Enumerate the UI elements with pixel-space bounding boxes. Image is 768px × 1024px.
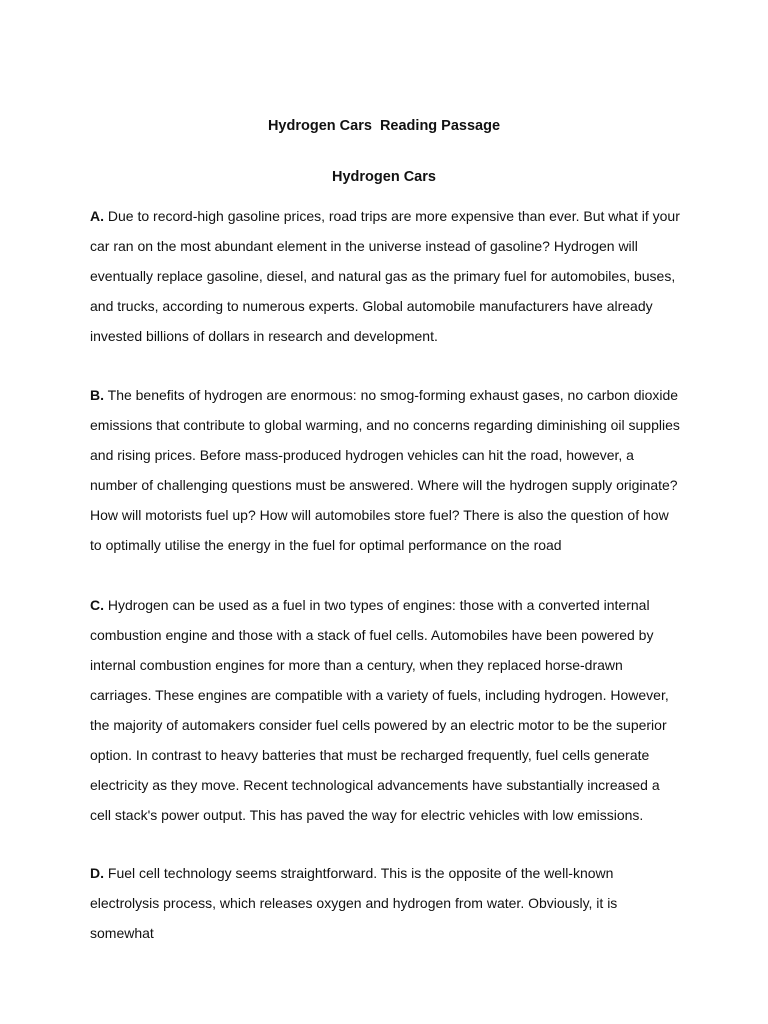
paragraph-label: B. — [90, 387, 104, 403]
paragraph-label: C. — [90, 597, 104, 613]
paragraph-label: D. — [90, 865, 104, 881]
paragraph-text: The benefits of hydrogen are enormous: no smog-forming exhaust gases, no carbon dioxide emissions that contribute to global warming, and no concerns regarding diminishing oil supplies and rising prices. Before mass-produced hydrogen vehicles can hit the road, however, a number of challenging questions must be answered. Where will the hydrogen supply originate? How will motorists fuel up? How will automobiles store fuel? There is also the question of how to optimally utilise the energy in the fuel for optimal performance on the road — [90, 387, 680, 553]
paragraph-text: Hydrogen can be used as a fuel in two types of engines: those with a converted internal combustion engine and those with a stack of fuel cells. Automobiles have been powered by internal combustion engines for more than a century, when they replaced horse-drawn carriages. These engines are compatible with a variety of fuels, including hydrogen. However, the majority of automakers consider fuel cells powered by an electric motor to be the superior option. In contrast to heavy batteries that must be recharged frequently, fuel cells generate electricity as they move. Recent technological advancements have substantially increased a cell stack's power output. This has paved the way for electric vehicles with low emissions. — [90, 597, 669, 823]
paragraph-a — [90, 201, 682, 351]
paragraph-text: Due to record-high gasoline prices, road trips are more expensive than ever. But what if your car ran on the most abundant element in the universe instead of gasoline? Hydrogen will eventually replace gasoline, diesel, and natural gas as the primary fuel for automobiles, buses, and trucks, according to numerous experts. Global automobile manufacturers have already invested billions of dollars in research and development. — [90, 208, 680, 344]
paragraph-text: Fuel cell technology seems straightforward. This is the opposite of the well-known electrolysis process, which releases oxygen and hydrogen from water. Obviously, it is somewhat — [90, 865, 618, 941]
paragraph-d — [90, 858, 682, 948]
passage-heading: Hydrogen Cars — [332, 169, 436, 185]
document-title: Hydrogen Cars Reading Passage — [267, 118, 501, 134]
paragraph-b — [90, 380, 682, 560]
paragraph-label: A. — [90, 208, 104, 224]
paragraph-c — [90, 590, 682, 830]
